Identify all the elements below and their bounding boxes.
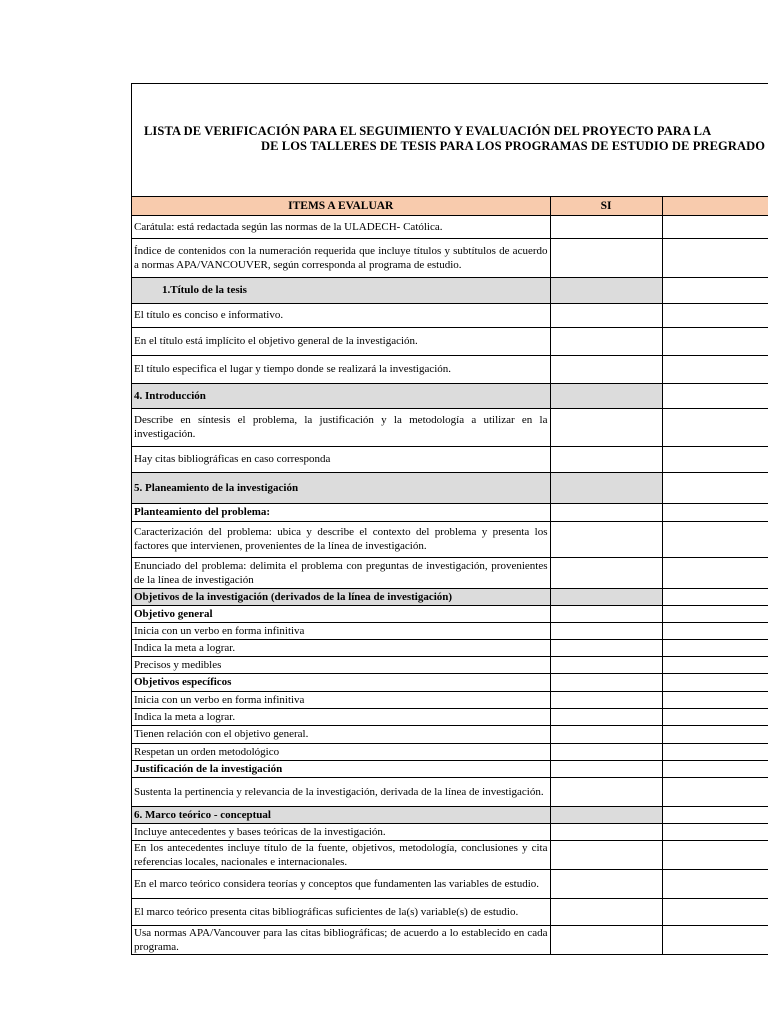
cut-off-cell [662, 777, 768, 806]
si-cell[interactable] [550, 277, 662, 303]
cut-off-cell [662, 725, 768, 743]
cut-off-cell [662, 898, 768, 925]
si-cell[interactable] [550, 327, 662, 355]
si-cell[interactable] [550, 238, 662, 277]
checklist-row [132, 557, 768, 588]
cut-off-cell [662, 691, 768, 708]
document-title-line-1: LISTA DE VERIFICACIÓN PARA EL SEGUIMIENTO Y EVALUACIÓN DEL PROYECTO PARA LA [144, 124, 712, 138]
si-cell[interactable] [550, 383, 662, 408]
cut-off-cell [662, 656, 768, 673]
si-cell[interactable] [550, 869, 662, 898]
checklist-row [132, 725, 768, 743]
item-text: Respetan un orden metodológico [132, 743, 550, 760]
si-cell[interactable] [550, 823, 662, 840]
checklist-row [132, 215, 768, 238]
checklist-row [132, 622, 768, 639]
checklist-row [132, 691, 768, 708]
document-title-line-2: DE LOS TALLERES DE TESIS PARA LOS PROGRAMAS DE ESTUDIO DE PREGRADO [261, 139, 766, 153]
si-cell[interactable] [550, 743, 662, 760]
item-text: En el título está implícito el objetivo general de la investigación. [132, 327, 550, 355]
cut-off-cell [662, 215, 768, 238]
si-cell[interactable] [550, 656, 662, 673]
cut-off-cell [662, 708, 768, 725]
si-cell[interactable] [550, 622, 662, 639]
cut-off-cell [662, 673, 768, 691]
evaluation-table [132, 197, 768, 955]
section-row [132, 806, 768, 823]
section-row [132, 588, 768, 605]
item-text: Objetivos de la investigación (derivados de la línea de investigación) [132, 588, 550, 605]
checklist-row [132, 840, 768, 869]
subsection-row [132, 503, 768, 521]
cut-off-cell [662, 869, 768, 898]
cut-off-cell [662, 588, 768, 605]
item-text: 4. Introducción [132, 383, 550, 408]
table-header-row [132, 197, 768, 215]
checklist-row [132, 656, 768, 673]
si-cell[interactable] [550, 521, 662, 557]
item-text: Tienen relación con el objetivo general. [132, 725, 550, 743]
si-cell[interactable] [550, 446, 662, 472]
checklist-row [132, 925, 768, 954]
si-cell[interactable] [550, 760, 662, 777]
section-row [132, 472, 768, 503]
checklist-row [132, 743, 768, 760]
si-cell[interactable] [550, 605, 662, 622]
header-items-a-evaluar: ITEMS A EVALUAR [132, 197, 550, 215]
header-cut-off-cell [662, 197, 768, 215]
cut-off-cell [662, 503, 768, 521]
si-cell[interactable] [550, 588, 662, 605]
subsection-row [132, 673, 768, 691]
item-text: Describe en síntesis el problema, la justificación y la metodología a utilizar en la investigación. [132, 408, 550, 446]
item-text: El marco teórico presenta citas bibliográficas suficientes de la(s) variable(s) de estudio. [132, 898, 550, 925]
item-text: Inicia con un verbo en forma infinitiva [132, 622, 550, 639]
item-text: Justificación de la investigación [132, 760, 550, 777]
item-text: Índice de contenidos con la numeración requerida que incluye títulos y subtítulos de acuerdo a normas APA/VANCOUVER, según corresponda al programa de estudio. [132, 238, 550, 277]
section-row [132, 277, 768, 303]
cut-off-cell [662, 760, 768, 777]
cut-off-cell [662, 806, 768, 823]
item-text: Indica la meta a lograr. [132, 639, 550, 656]
si-cell[interactable] [550, 303, 662, 327]
si-cell[interactable] [550, 898, 662, 925]
cut-off-cell [662, 355, 768, 383]
checklist-row [132, 898, 768, 925]
item-text: En los antecedentes incluye título de la fuente, objetivos, metodología, conclusiones y cita referencias locales, nacionales e internacionales. [132, 840, 550, 869]
item-text: Carátula: está redactada según las normas de la ULADECH- Católica. [132, 215, 550, 238]
cut-off-cell [662, 622, 768, 639]
cut-off-cell [662, 925, 768, 954]
section-row [132, 383, 768, 408]
si-cell[interactable] [550, 355, 662, 383]
header-si: SI [550, 197, 662, 215]
item-text: Usa normas APA/Vancouver para las citas bibliográficas; de acuerdo a lo establecido en cada programa. [132, 925, 550, 954]
cut-off-cell [662, 840, 768, 869]
item-text: Caracterización del problema: ubica y describe el contexto del problema y presenta los factores que intervienen, provenientes de la línea de investigación. [132, 521, 550, 557]
item-text: Indica la meta a lograr. [132, 708, 550, 725]
cut-off-cell [662, 327, 768, 355]
cut-off-cell [662, 446, 768, 472]
checklist-row [132, 869, 768, 898]
checklist-row [132, 521, 768, 557]
cut-off-cell [662, 743, 768, 760]
checklist-row [132, 408, 768, 446]
cut-off-cell [662, 277, 768, 303]
cut-off-cell [662, 605, 768, 622]
item-text: Enunciado del problema: delimita el problema con preguntas de investigación, provenientes de la línea de investigación [132, 557, 550, 588]
subsection-row [132, 760, 768, 777]
checklist-row [132, 777, 768, 806]
cut-off-cell [662, 303, 768, 327]
cut-off-cell [662, 557, 768, 588]
item-text: 5. Planeamiento de la investigación [132, 472, 550, 503]
checklist-row [132, 708, 768, 725]
si-cell[interactable] [550, 557, 662, 588]
cut-off-cell [662, 408, 768, 446]
item-text: Planteamiento del problema: [132, 503, 550, 521]
si-cell[interactable] [550, 691, 662, 708]
si-cell[interactable] [550, 725, 662, 743]
checklist-row [132, 238, 768, 277]
checklist-row [132, 823, 768, 840]
checklist-row [132, 303, 768, 327]
item-text: Precisos y medibles [132, 656, 550, 673]
cut-off-cell [662, 472, 768, 503]
si-cell[interactable] [550, 639, 662, 656]
checklist-row [132, 355, 768, 383]
si-cell[interactable] [550, 408, 662, 446]
item-text: El título es conciso e informativo. [132, 303, 550, 327]
item-text: 1.Título de la tesis [132, 277, 550, 303]
si-cell[interactable] [550, 806, 662, 823]
item-text: 6. Marco teórico - conceptual [132, 806, 550, 823]
si-cell[interactable] [550, 925, 662, 954]
cut-off-cell [662, 823, 768, 840]
si-cell[interactable] [550, 777, 662, 806]
si-cell[interactable] [550, 840, 662, 869]
checklist-row [132, 327, 768, 355]
document-title-box [132, 84, 768, 197]
item-text: Incluye antecedentes y bases teóricas de la investigación. [132, 823, 550, 840]
checklist-row [132, 639, 768, 656]
item-text: Inicia con un verbo en forma infinitiva [132, 691, 550, 708]
si-cell[interactable] [550, 503, 662, 521]
si-cell[interactable] [550, 215, 662, 238]
item-text: Hay citas bibliográficas en caso corresponda [132, 446, 550, 472]
cut-off-cell [662, 383, 768, 408]
item-text: Objetivos específicos [132, 673, 550, 691]
cut-off-cell [662, 521, 768, 557]
si-cell[interactable] [550, 673, 662, 691]
item-text: Sustenta la pertinencia y relevancia de la investigación, derivada de la línea de investigación. [132, 777, 550, 806]
checklist-sheet [131, 83, 768, 955]
checklist-row [132, 446, 768, 472]
item-text: En el marco teórico considera teorías y conceptos que fundamenten las variables de estudio. [132, 869, 550, 898]
subsection-row [132, 605, 768, 622]
cut-off-cell [662, 639, 768, 656]
item-text: El título especifica el lugar y tiempo donde se realizará la investigación. [132, 355, 550, 383]
item-text: Objetivo general [132, 605, 550, 622]
si-cell[interactable] [550, 472, 662, 503]
si-cell[interactable] [550, 708, 662, 725]
cut-off-cell [662, 238, 768, 277]
